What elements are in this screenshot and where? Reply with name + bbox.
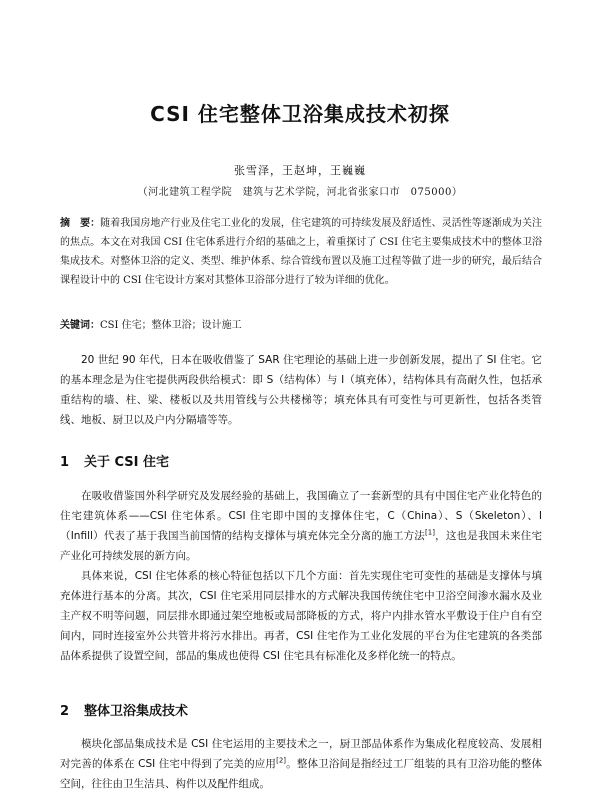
keywords-label: 关键词： xyxy=(60,320,100,331)
section-2-title: 整体卫浴集成技术 xyxy=(84,704,189,719)
section-2-paragraph-1-text: 模块化部品集成技术是 CSI 住宅运用的主要技术之一，厨卫部品体系作为集成化程度较高、发展相对完善的体系在 CSI 住宅中得到了完美的应用 xyxy=(60,738,542,770)
section-1-body xyxy=(60,486,542,666)
abstract-text: 随着我国房地产行业及住宅工业化的发展，住宅建筑的可持续发展及舒适性、灵活性等逐渐成为关注的焦点。本文在对我国 CSI 住宅体系进行介绍的基础之上，着重探讨了 CSI 住宅主要集成技术中的整体卫浴集成技术。对整体卫浴的定义、类型、维护体系、综合管线布置以及施工过程等做了进一步的研究，最后结合课程设计中的 CSI 住宅设计方案对其整体卫浴部分进行了较为详细的优化。 xyxy=(60,218,543,286)
section-1-paragraph-1 xyxy=(60,486,542,566)
section-1-paragraph-1-text: 在吸收借鉴国外科学研究及发展经验的基础上，我国确立了一套新型的具有中国住宅产业化特色的住宅建筑体系——CSI 住宅体系。CSI 住宅即中国的支撑体住宅，C（China）、S（Skeleton）、I（Infill）代表了基于我国当前国情的结构支撑体与填充体完全分离的施工方法 xyxy=(60,490,542,542)
section-1-number: 1 xyxy=(60,455,70,470)
section-1-paragraph-2: 具体来说，CSI 住宅体系的核心特征包括以下几个方面：首先实现住宅可变性的基础是支撑体与填充体进行基本的分离。其次，CSI 住宅采用同层排水的方式解决我国传统住宅中卫浴空间渗水漏水及业主产权不明等问题，同层排水即通过架空地板或局部降板的方式，将户内排水管水平敷设于住户自有空间内，同时连接室外公共管井将污水排出。再者，CSI 住宅作为工业化发展的平台为住宅建筑的各类部品体系提供了设置空间，部品的集成也使得 CSI 住宅具有标准化及多样化统一的特点。 xyxy=(60,570,542,662)
abstract-label: 摘 要： xyxy=(60,218,101,229)
author-list: 张雪泽，王赵坤，王巍巍 xyxy=(234,164,366,177)
section-1-heading xyxy=(60,451,169,470)
citation-2: [2] xyxy=(276,756,287,765)
keywords xyxy=(60,318,542,334)
section-1-paragraph-1-tail: ，这也是我国未来住宅产业化可持续发展的新方向。 xyxy=(60,530,543,562)
section-2-body xyxy=(60,734,542,794)
intro-paragraph: 20 世纪 90 年代，日本在吸收借鉴了 SAR 住宅理论的基础上进一步创新发展，提出了 SI 住宅。它的基本理念是为住宅提供两段供给模式：即 S（结构体）与 I（填充体），结构体具有高耐久性，包括承重结构的墙、柱、梁、楼板以及共用管线与公共楼梯等；填充体具有可变性与可更新性，包括各类管线、地板、厨卫以及户内分隔墙等等。 xyxy=(60,354,542,426)
author-affiliation: （河北建筑工程学院 建筑与艺术学院，河北省张家口市 075000） xyxy=(137,187,463,198)
section-2-heading xyxy=(60,700,188,719)
section-2-paragraph-1 xyxy=(60,734,542,794)
section-2-paragraph-1-tail: 。整体卫浴间是指经过工厂组装的具有卫浴功能的整体空间，往往由卫生洁具、构件以及配件组成。 xyxy=(60,758,542,790)
section-2-number: 2 xyxy=(60,704,70,719)
section-1-title: 关于 CSI 住宅 xyxy=(84,455,170,470)
paper-title: CSI 住宅整体卫浴集成技术初探 xyxy=(150,102,450,126)
abstract xyxy=(60,214,542,290)
citation-1: [1] xyxy=(425,528,435,537)
keywords-text: CSI 住宅；整体卫浴；设计施工 xyxy=(100,320,242,331)
